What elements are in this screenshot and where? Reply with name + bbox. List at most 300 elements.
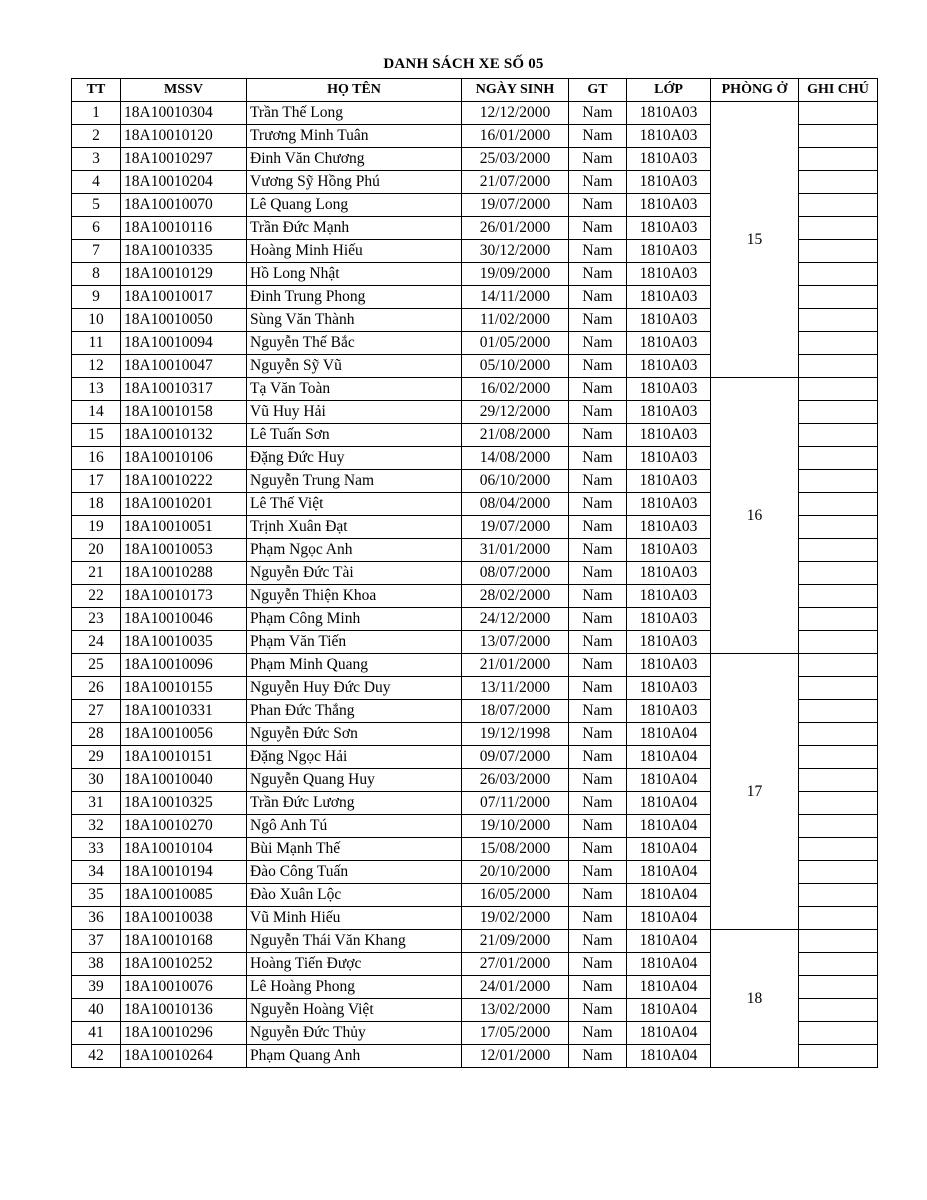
- class-cell: 1810A04: [627, 999, 711, 1022]
- class-cell: 1810A04: [627, 815, 711, 838]
- student-name-cell: Tạ Văn Toàn: [247, 378, 462, 401]
- class-cell: 1810A03: [627, 654, 711, 677]
- table-row: [72, 378, 878, 401]
- student-id-cell: 18A10010222: [121, 470, 247, 493]
- header-lop: LỚP: [627, 79, 711, 102]
- row-number-cell: 40: [72, 999, 121, 1022]
- date-of-birth-cell: 28/02/2000: [462, 585, 569, 608]
- student-name-cell: Trương Minh Tuân: [247, 125, 462, 148]
- date-of-birth-cell: 20/10/2000: [462, 861, 569, 884]
- gender-cell: Nam: [569, 286, 627, 309]
- class-cell: 1810A04: [627, 769, 711, 792]
- row-number-cell: 41: [72, 1022, 121, 1045]
- table-row: [72, 930, 878, 953]
- class-cell: 1810A04: [627, 976, 711, 999]
- student-name-cell: Sùng Văn Thành: [247, 309, 462, 332]
- class-cell: 1810A03: [627, 240, 711, 263]
- gender-cell: Nam: [569, 309, 627, 332]
- row-number-cell: 21: [72, 562, 121, 585]
- note-cell: [799, 838, 878, 861]
- date-of-birth-cell: 08/04/2000: [462, 493, 569, 516]
- class-cell: 1810A04: [627, 930, 711, 953]
- student-name-cell: Hồ Long Nhật: [247, 263, 462, 286]
- class-cell: 1810A03: [627, 263, 711, 286]
- header-gt: GT: [569, 79, 627, 102]
- note-cell: [799, 332, 878, 355]
- student-id-cell: 18A10010296: [121, 1022, 247, 1045]
- table-row: [72, 654, 878, 677]
- gender-cell: Nam: [569, 148, 627, 171]
- class-cell: 1810A04: [627, 723, 711, 746]
- row-number-cell: 36: [72, 907, 121, 930]
- table-header-row: [72, 79, 878, 102]
- date-of-birth-cell: 16/01/2000: [462, 125, 569, 148]
- row-number-cell: 30: [72, 769, 121, 792]
- class-cell: 1810A03: [627, 401, 711, 424]
- student-name-cell: Hoàng Tiến Được: [247, 953, 462, 976]
- student-name-cell: Nguyễn Thái Văn Khang: [247, 930, 462, 953]
- gender-cell: Nam: [569, 953, 627, 976]
- student-name-cell: Phan Đức Thắng: [247, 700, 462, 723]
- student-id-cell: 18A10010331: [121, 700, 247, 723]
- row-number-cell: 29: [72, 746, 121, 769]
- row-number-cell: 4: [72, 171, 121, 194]
- date-of-birth-cell: 19/02/2000: [462, 907, 569, 930]
- student-name-cell: Phạm Công Minh: [247, 608, 462, 631]
- row-number-cell: 6: [72, 217, 121, 240]
- date-of-birth-cell: 06/10/2000: [462, 470, 569, 493]
- document-title: DANH SÁCH XE SỐ 05: [383, 56, 544, 72]
- row-number-cell: 19: [72, 516, 121, 539]
- class-cell: 1810A03: [627, 539, 711, 562]
- note-cell: [799, 424, 878, 447]
- date-of-birth-cell: 19/07/2000: [462, 194, 569, 217]
- gender-cell: Nam: [569, 562, 627, 585]
- student-id-cell: 18A10010085: [121, 884, 247, 907]
- student-id-cell: 18A10010155: [121, 677, 247, 700]
- class-cell: 1810A03: [627, 171, 711, 194]
- note-cell: [799, 907, 878, 930]
- row-number-cell: 25: [72, 654, 121, 677]
- date-of-birth-cell: 21/09/2000: [462, 930, 569, 953]
- student-id-cell: 18A10010204: [121, 171, 247, 194]
- row-number-cell: 7: [72, 240, 121, 263]
- note-cell: [799, 355, 878, 378]
- note-cell: [799, 286, 878, 309]
- row-number-cell: 22: [72, 585, 121, 608]
- table-row: [72, 102, 878, 125]
- student-id-cell: 18A10010151: [121, 746, 247, 769]
- row-number-cell: 27: [72, 700, 121, 723]
- row-number-cell: 24: [72, 631, 121, 654]
- date-of-birth-cell: 16/05/2000: [462, 884, 569, 907]
- note-cell: [799, 769, 878, 792]
- student-id-cell: 18A10010104: [121, 838, 247, 861]
- student-id-cell: 18A10010038: [121, 907, 247, 930]
- class-cell: 1810A04: [627, 1045, 711, 1068]
- student-name-cell: Vũ Huy Hải: [247, 401, 462, 424]
- class-cell: 1810A03: [627, 424, 711, 447]
- student-name-cell: Lê Quang Long: [247, 194, 462, 217]
- class-cell: 1810A04: [627, 884, 711, 907]
- gender-cell: Nam: [569, 930, 627, 953]
- student-id-cell: 18A10010132: [121, 424, 247, 447]
- gender-cell: Nam: [569, 171, 627, 194]
- note-cell: [799, 125, 878, 148]
- student-id-cell: 18A10010264: [121, 1045, 247, 1068]
- row-number-cell: 37: [72, 930, 121, 953]
- class-cell: 1810A03: [627, 516, 711, 539]
- student-id-cell: 18A10010035: [121, 631, 247, 654]
- note-cell: [799, 378, 878, 401]
- date-of-birth-cell: 12/01/2000: [462, 1045, 569, 1068]
- student-id-cell: 18A10010096: [121, 654, 247, 677]
- student-id-cell: 18A10010017: [121, 286, 247, 309]
- note-cell: [799, 240, 878, 263]
- row-number-cell: 39: [72, 976, 121, 999]
- student-id-cell: 18A10010040: [121, 769, 247, 792]
- student-name-cell: Lê Thế Việt: [247, 493, 462, 516]
- header-tt: TT: [72, 79, 121, 102]
- note-cell: [799, 930, 878, 953]
- row-number-cell: 14: [72, 401, 121, 424]
- row-number-cell: 11: [72, 332, 121, 355]
- class-cell: 1810A03: [627, 286, 711, 309]
- note-cell: [799, 263, 878, 286]
- date-of-birth-cell: 19/10/2000: [462, 815, 569, 838]
- student-id-cell: 18A10010252: [121, 953, 247, 976]
- date-of-birth-cell: 24/12/2000: [462, 608, 569, 631]
- row-number-cell: 16: [72, 447, 121, 470]
- class-cell: 1810A03: [627, 677, 711, 700]
- gender-cell: Nam: [569, 631, 627, 654]
- student-name-cell: Đinh Trung Phong: [247, 286, 462, 309]
- student-id-cell: 18A10010136: [121, 999, 247, 1022]
- class-cell: 1810A03: [627, 332, 711, 355]
- gender-cell: Nam: [569, 746, 627, 769]
- student-name-cell: Phạm Quang Anh: [247, 1045, 462, 1068]
- row-number-cell: 42: [72, 1045, 121, 1068]
- date-of-birth-cell: 12/12/2000: [462, 102, 569, 125]
- class-cell: 1810A03: [627, 378, 711, 401]
- student-name-cell: Lê Hoàng Phong: [247, 976, 462, 999]
- note-cell: [799, 723, 878, 746]
- gender-cell: Nam: [569, 654, 627, 677]
- gender-cell: Nam: [569, 263, 627, 286]
- class-cell: 1810A03: [627, 355, 711, 378]
- student-id-cell: 18A10010194: [121, 861, 247, 884]
- date-of-birth-cell: 19/12/1998: [462, 723, 569, 746]
- row-number-cell: 8: [72, 263, 121, 286]
- row-number-cell: 31: [72, 792, 121, 815]
- student-name-cell: Đặng Ngọc Hải: [247, 746, 462, 769]
- student-name-cell: Đặng Đức Huy: [247, 447, 462, 470]
- student-name-cell: Trịnh Xuân Đạt: [247, 516, 462, 539]
- student-name-cell: Nguyễn Trung Nam: [247, 470, 462, 493]
- class-cell: 1810A04: [627, 746, 711, 769]
- class-cell: 1810A04: [627, 1022, 711, 1045]
- student-name-cell: Trần Đức Lương: [247, 792, 462, 815]
- row-number-cell: 10: [72, 309, 121, 332]
- row-number-cell: 2: [72, 125, 121, 148]
- row-number-cell: 18: [72, 493, 121, 516]
- date-of-birth-cell: 18/07/2000: [462, 700, 569, 723]
- row-number-cell: 34: [72, 861, 121, 884]
- student-id-cell: 18A10010106: [121, 447, 247, 470]
- class-cell: 1810A04: [627, 792, 711, 815]
- student-name-cell: Nguyễn Thiện Khoa: [247, 585, 462, 608]
- class-cell: 1810A03: [627, 700, 711, 723]
- date-of-birth-cell: 01/05/2000: [462, 332, 569, 355]
- student-name-cell: Nguyễn Thế Bắc: [247, 332, 462, 355]
- note-cell: [799, 539, 878, 562]
- row-number-cell: 5: [72, 194, 121, 217]
- date-of-birth-cell: 30/12/2000: [462, 240, 569, 263]
- gender-cell: Nam: [569, 1045, 627, 1068]
- date-of-birth-cell: 15/08/2000: [462, 838, 569, 861]
- date-of-birth-cell: 13/07/2000: [462, 631, 569, 654]
- gender-cell: Nam: [569, 447, 627, 470]
- gender-cell: Nam: [569, 493, 627, 516]
- room-cell: 15: [711, 102, 799, 378]
- row-number-cell: 33: [72, 838, 121, 861]
- note-cell: [799, 401, 878, 424]
- date-of-birth-cell: 29/12/2000: [462, 401, 569, 424]
- date-of-birth-cell: 21/07/2000: [462, 171, 569, 194]
- row-number-cell: 12: [72, 355, 121, 378]
- note-cell: [799, 1022, 878, 1045]
- gender-cell: Nam: [569, 723, 627, 746]
- gender-cell: Nam: [569, 838, 627, 861]
- class-cell: 1810A03: [627, 194, 711, 217]
- student-id-cell: 18A10010201: [121, 493, 247, 516]
- row-number-cell: 35: [72, 884, 121, 907]
- class-cell: 1810A04: [627, 907, 711, 930]
- gender-cell: Nam: [569, 976, 627, 999]
- student-name-cell: Đào Công Tuấn: [247, 861, 462, 884]
- date-of-birth-cell: 21/08/2000: [462, 424, 569, 447]
- row-number-cell: 20: [72, 539, 121, 562]
- gender-cell: Nam: [569, 884, 627, 907]
- gender-cell: Nam: [569, 539, 627, 562]
- note-cell: [799, 608, 878, 631]
- class-cell: 1810A03: [627, 493, 711, 516]
- student-name-cell: Nguyễn Quang Huy: [247, 769, 462, 792]
- class-cell: 1810A03: [627, 562, 711, 585]
- class-cell: 1810A04: [627, 838, 711, 861]
- date-of-birth-cell: 31/01/2000: [462, 539, 569, 562]
- student-id-cell: 18A10010053: [121, 539, 247, 562]
- note-cell: [799, 309, 878, 332]
- date-of-birth-cell: 07/11/2000: [462, 792, 569, 815]
- row-number-cell: 38: [72, 953, 121, 976]
- row-number-cell: 3: [72, 148, 121, 171]
- date-of-birth-cell: 19/07/2000: [462, 516, 569, 539]
- date-of-birth-cell: 26/01/2000: [462, 217, 569, 240]
- header-ngay-sinh: NGÀY SINH: [462, 79, 569, 102]
- gender-cell: Nam: [569, 700, 627, 723]
- gender-cell: Nam: [569, 677, 627, 700]
- row-number-cell: 1: [72, 102, 121, 125]
- student-name-cell: Nguyễn Sỹ Vũ: [247, 355, 462, 378]
- row-number-cell: 15: [72, 424, 121, 447]
- gender-cell: Nam: [569, 194, 627, 217]
- gender-cell: Nam: [569, 424, 627, 447]
- gender-cell: Nam: [569, 792, 627, 815]
- student-name-cell: Vũ Minh Hiếu: [247, 907, 462, 930]
- student-name-cell: Đinh Văn Chương: [247, 148, 462, 171]
- note-cell: [799, 815, 878, 838]
- gender-cell: Nam: [569, 332, 627, 355]
- student-id-cell: 18A10010173: [121, 585, 247, 608]
- student-id-cell: 18A10010304: [121, 102, 247, 125]
- note-cell: [799, 447, 878, 470]
- row-number-cell: 23: [72, 608, 121, 631]
- header-phong: PHÒNG Ở: [711, 79, 799, 102]
- class-cell: 1810A03: [627, 631, 711, 654]
- header-mssv: MSSV: [121, 79, 247, 102]
- gender-cell: Nam: [569, 355, 627, 378]
- class-cell: 1810A04: [627, 861, 711, 884]
- note-cell: [799, 976, 878, 999]
- note-cell: [799, 470, 878, 493]
- student-name-cell: Đào Xuân Lộc: [247, 884, 462, 907]
- class-cell: 1810A03: [627, 470, 711, 493]
- date-of-birth-cell: 05/10/2000: [462, 355, 569, 378]
- date-of-birth-cell: 27/01/2000: [462, 953, 569, 976]
- student-id-cell: 18A10010051: [121, 516, 247, 539]
- note-cell: [799, 953, 878, 976]
- student-name-cell: Phạm Văn Tiến: [247, 631, 462, 654]
- note-cell: [799, 217, 878, 240]
- gender-cell: Nam: [569, 125, 627, 148]
- gender-cell: Nam: [569, 907, 627, 930]
- class-cell: 1810A03: [627, 102, 711, 125]
- student-id-cell: 18A10010047: [121, 355, 247, 378]
- gender-cell: Nam: [569, 769, 627, 792]
- student-id-cell: 18A10010158: [121, 401, 247, 424]
- student-id-cell: 18A10010270: [121, 815, 247, 838]
- date-of-birth-cell: 11/02/2000: [462, 309, 569, 332]
- student-id-cell: 18A10010129: [121, 263, 247, 286]
- student-name-cell: Trần Đức Mạnh: [247, 217, 462, 240]
- date-of-birth-cell: 14/11/2000: [462, 286, 569, 309]
- gender-cell: Nam: [569, 401, 627, 424]
- student-name-cell: Nguyễn Đức Thủy: [247, 1022, 462, 1045]
- room-cell: 16: [711, 378, 799, 654]
- note-cell: [799, 792, 878, 815]
- student-id-cell: 18A10010076: [121, 976, 247, 999]
- note-cell: [799, 631, 878, 654]
- student-id-cell: 18A10010116: [121, 217, 247, 240]
- date-of-birth-cell: 19/09/2000: [462, 263, 569, 286]
- note-cell: [799, 861, 878, 884]
- class-cell: 1810A03: [627, 309, 711, 332]
- class-cell: 1810A03: [627, 148, 711, 171]
- note-cell: [799, 700, 878, 723]
- student-roster-table: [71, 78, 878, 1068]
- date-of-birth-cell: 09/07/2000: [462, 746, 569, 769]
- student-name-cell: Ngô Anh Tú: [247, 815, 462, 838]
- student-id-cell: 18A10010094: [121, 332, 247, 355]
- date-of-birth-cell: 16/02/2000: [462, 378, 569, 401]
- date-of-birth-cell: 24/01/2000: [462, 976, 569, 999]
- date-of-birth-cell: 14/08/2000: [462, 447, 569, 470]
- student-id-cell: 18A10010050: [121, 309, 247, 332]
- note-cell: [799, 654, 878, 677]
- class-cell: 1810A03: [627, 217, 711, 240]
- student-id-cell: 18A10010046: [121, 608, 247, 631]
- note-cell: [799, 1045, 878, 1068]
- row-number-cell: 26: [72, 677, 121, 700]
- class-cell: 1810A03: [627, 585, 711, 608]
- row-number-cell: 17: [72, 470, 121, 493]
- student-name-cell: Trần Thế Long: [247, 102, 462, 125]
- student-name-cell: Nguyễn Đức Sơn: [247, 723, 462, 746]
- student-name-cell: Phạm Minh Quang: [247, 654, 462, 677]
- date-of-birth-cell: 21/01/2000: [462, 654, 569, 677]
- student-id-cell: 18A10010168: [121, 930, 247, 953]
- gender-cell: Nam: [569, 861, 627, 884]
- gender-cell: Nam: [569, 585, 627, 608]
- date-of-birth-cell: 25/03/2000: [462, 148, 569, 171]
- class-cell: 1810A04: [627, 953, 711, 976]
- date-of-birth-cell: 26/03/2000: [462, 769, 569, 792]
- note-cell: [799, 562, 878, 585]
- student-name-cell: Nguyễn Huy Đức Duy: [247, 677, 462, 700]
- note-cell: [799, 194, 878, 217]
- date-of-birth-cell: 17/05/2000: [462, 1022, 569, 1045]
- student-name-cell: Hoàng Minh Hiếu: [247, 240, 462, 263]
- gender-cell: Nam: [569, 815, 627, 838]
- date-of-birth-cell: 13/02/2000: [462, 999, 569, 1022]
- table-body: [72, 102, 878, 1068]
- header-ho-ten: HỌ TÊN: [247, 79, 462, 102]
- student-id-cell: 18A10010288: [121, 562, 247, 585]
- gender-cell: Nam: [569, 102, 627, 125]
- note-cell: [799, 677, 878, 700]
- student-name-cell: Phạm Ngọc Anh: [247, 539, 462, 562]
- note-cell: [799, 516, 878, 539]
- row-number-cell: 13: [72, 378, 121, 401]
- note-cell: [799, 102, 878, 125]
- student-name-cell: Lê Tuấn Sơn: [247, 424, 462, 447]
- gender-cell: Nam: [569, 240, 627, 263]
- gender-cell: Nam: [569, 470, 627, 493]
- row-number-cell: 9: [72, 286, 121, 309]
- gender-cell: Nam: [569, 1022, 627, 1045]
- gender-cell: Nam: [569, 999, 627, 1022]
- gender-cell: Nam: [569, 378, 627, 401]
- note-cell: [799, 493, 878, 516]
- student-id-cell: 18A10010056: [121, 723, 247, 746]
- date-of-birth-cell: 08/07/2000: [462, 562, 569, 585]
- class-cell: 1810A03: [627, 447, 711, 470]
- student-id-cell: 18A10010335: [121, 240, 247, 263]
- student-id-cell: 18A10010120: [121, 125, 247, 148]
- note-cell: [799, 585, 878, 608]
- room-cell: 18: [711, 930, 799, 1068]
- student-id-cell: 18A10010325: [121, 792, 247, 815]
- class-cell: 1810A03: [627, 608, 711, 631]
- student-name-cell: Bùi Mạnh Thế: [247, 838, 462, 861]
- student-id-cell: 18A10010317: [121, 378, 247, 401]
- note-cell: [799, 171, 878, 194]
- note-cell: [799, 746, 878, 769]
- note-cell: [799, 884, 878, 907]
- room-cell: 17: [711, 654, 799, 930]
- student-id-cell: 18A10010297: [121, 148, 247, 171]
